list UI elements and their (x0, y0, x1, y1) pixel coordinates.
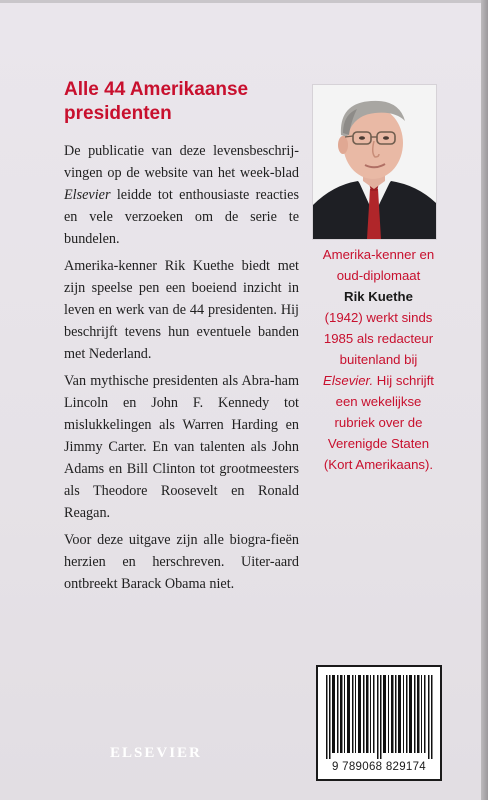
blurb-paragraph-4: Voor deze uitgave zijn alle biogra-fieën herzien en herschreven. Uiter-aard ontbreekt Barack Obama niet. (64, 532, 299, 592)
blurb-paragraph-1 (64, 140, 299, 250)
author-photo (312, 84, 437, 240)
author-bio (316, 244, 441, 475)
isbn-number: 9 789068 829174 (331, 761, 427, 773)
blurb-paragraph-3: Van mythische presidenten als Abra-ham Lincoln en John F. Kennedy tot mislukkelingen als Warren Harding en Jimmy Carter. En van talenten als John Adams en Bill Clinton tot grootmeesters als Theodore Roosevelt en Ronald Reagan. (64, 373, 299, 521)
bio-career: (1942) werkt sinds 1985 als redacteur buitenland bij (323, 310, 434, 367)
blurb-p1-text-end: leidde tot enthousiaste reacties en vele verzoeken om de serie te bundelen. (64, 187, 299, 247)
author-portrait-image (313, 85, 436, 239)
cover-right-edge (481, 0, 488, 800)
bio-intro: Amerika-kenner en oud-diplomaat (322, 247, 435, 283)
blurb-p1-magazine: Elsevier (64, 187, 111, 203)
bio-magazine: Elsevier. (323, 373, 374, 388)
blurb (64, 140, 299, 600)
bio-text (316, 307, 441, 475)
blurb-p1-text: De publicatie van deze levensbeschrij-vingen op de website van het week-blad (64, 143, 299, 181)
publisher-logo: ELSEVIER (110, 745, 202, 761)
bio-column: Hij schrijft een wekelijkse rubriek over de Verenigde Staten (Kort Amerikaans). (323, 373, 434, 472)
cover-top-edge (0, 0, 488, 3)
blurb-paragraph-2: Amerika-kenner Rik Kuethe biedt met zijn speelse pen een boeiend inzicht in leven en werk van de 44 presidenten. Hij beschrijft tevens hun eventuele banden met Nederland. (64, 258, 299, 362)
barcode-icon (324, 675, 434, 759)
cover-title: Alle 44 Amerikaanse presidenten (64, 79, 249, 124)
barcode-panel (316, 665, 442, 781)
bio-author-name: Rik Kuethe (344, 289, 413, 304)
